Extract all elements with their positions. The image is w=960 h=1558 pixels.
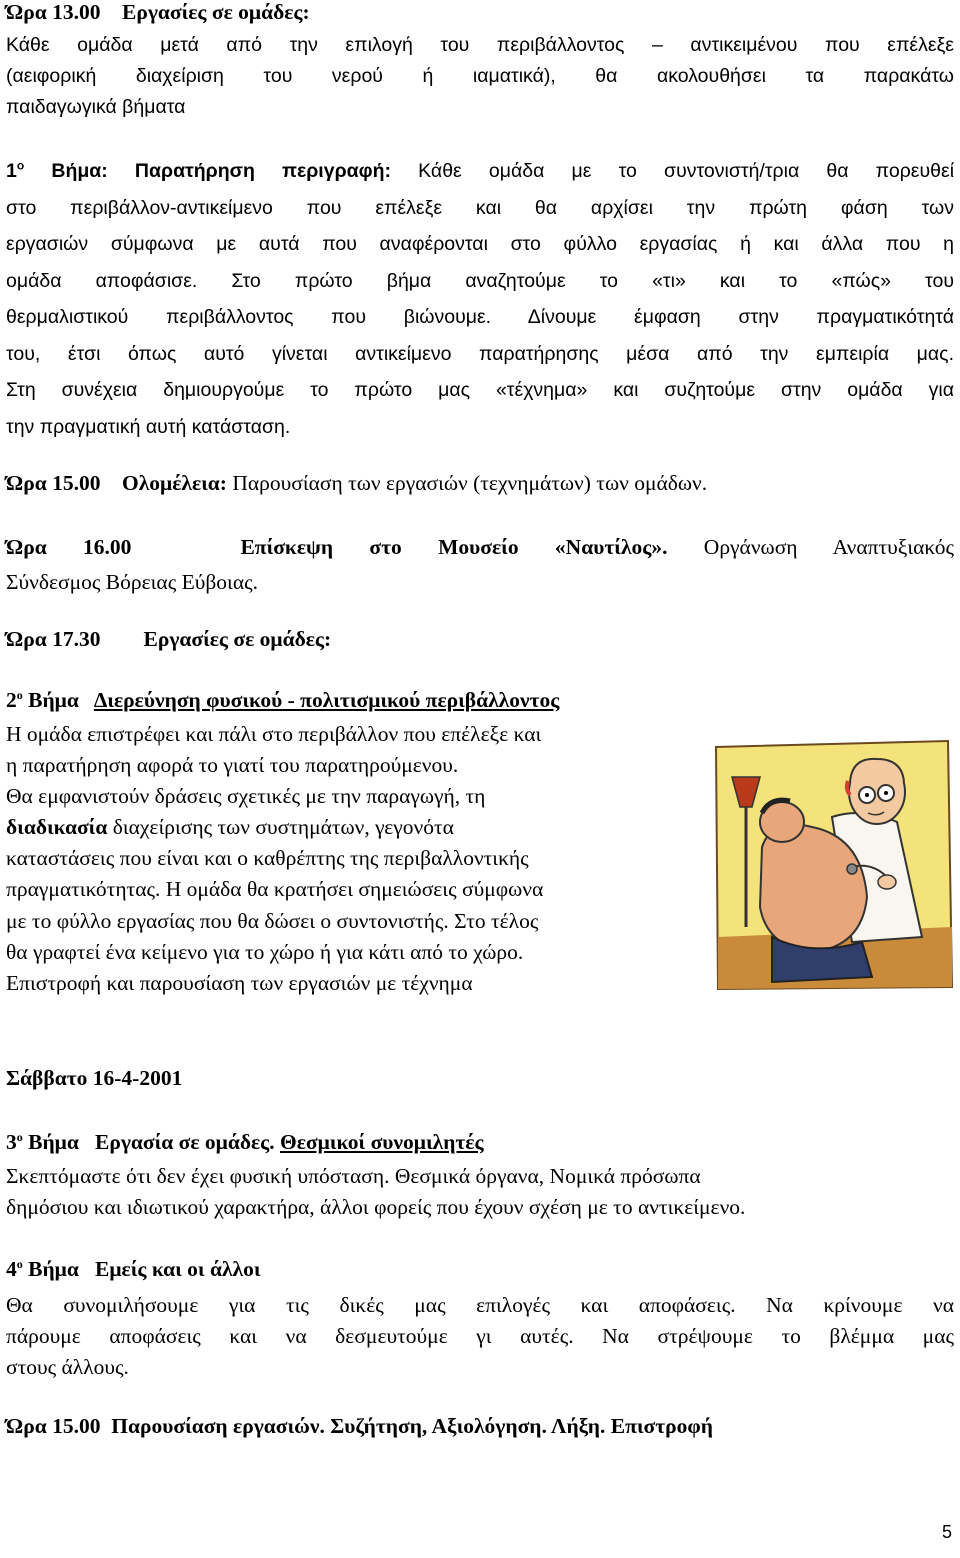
- paragraph-line: Επιστροφή και παρουσίαση των εργασιών με τέχνημα: [6, 970, 473, 995]
- intro-paragraph: [6, 30, 954, 123]
- paragraph-line: με το φύλλο εργασίας που θα δώσει ο συντονιστής. Στο τέλος: [6, 908, 539, 933]
- step-word: Βήμα: [28, 1257, 79, 1281]
- time-label: Ώρα 13.00: [6, 0, 101, 24]
- section-title: Εργασίες σε ομάδες:: [143, 627, 332, 651]
- paragraph-line: παιδαγωγικά βήματα: [6, 96, 186, 118]
- step-heading: Βήμα: Παρατήρηση περιγραφή:: [51, 160, 391, 182]
- step-number: 4: [6, 1257, 17, 1281]
- step-title: Εμείς και οι άλλοι: [95, 1257, 261, 1281]
- step-title: Διερεύνηση φυσικού - πολιτισμικού περιβάλλοντος: [93, 688, 560, 712]
- step-2-heading: [6, 688, 954, 713]
- step-number: 3: [6, 1130, 17, 1154]
- paragraph-line: δημόσιου και ιδιωτικού χαρακτήρα, άλλοι φορείς που έχουν σχέση με το αντικείμενο.: [6, 1195, 746, 1219]
- section-final: [6, 1414, 954, 1439]
- step-1-paragraph: [6, 153, 954, 445]
- day-label: Σάββατο 16-4-2001: [6, 1066, 183, 1090]
- ordinal-superscript: ο: [16, 1256, 23, 1271]
- paragraph-line: η παρατήρηση αφορά το γιατί του παρατηρούμενου.: [6, 753, 459, 778]
- time-label: Ώρα 17.30: [6, 627, 101, 651]
- paragraph-line: εργασιών σύμφωνα με αυτά που αναφέρονται στο φύλλο εργασίας ή και άλλα που η: [6, 233, 954, 255]
- time-label: Ώρα 15.00: [6, 1414, 101, 1438]
- paragraph-line: Κάθε ομάδα με το συντονιστή/τρια θα πορευθεί: [418, 160, 955, 182]
- paragraph-line: πάρουμε αποφάσεις και να δεσμευτούμε γι αυτές. Να στρέψουμε το βλέμμα μας: [6, 1324, 954, 1348]
- section-text: Παρουσίαση των εργασιών (τεχνημάτων) των ομάδων.: [232, 471, 708, 495]
- paragraph-line: στο περιβάλλον-αντικείμενο που επέλεξε και θα αρχίσει την πρώτη φάση των: [6, 196, 954, 219]
- step-number: 2: [6, 688, 17, 712]
- step-number: 1: [6, 160, 17, 182]
- step-title: Εργασία σε ομάδες.: [95, 1130, 275, 1154]
- step-title-underlined: Θεσμικοί συνομιλητές: [280, 1130, 484, 1154]
- paragraph-line: την πραγματική αυτή κατάσταση.: [6, 415, 291, 438]
- step-word: Βήμα: [28, 1130, 79, 1154]
- page-number: 5: [941, 1522, 952, 1542]
- step-word: Βήμα: [28, 688, 79, 712]
- paragraph-line: καταστάσεις που είναι και ο καθρέπτης της περιβαλλοντικής: [6, 846, 529, 871]
- section-label: Ολομέλεια:: [121, 471, 227, 495]
- section-heading: [6, 0, 954, 25]
- paragraph-line-with-bold: [6, 812, 696, 843]
- paragraph-line: Θα εμφανιστούν δράσεις σχετικές με την παραγωγή, τη: [6, 784, 486, 809]
- paragraph-line: Θα συνομιλήσουμε για τις δικές μας επιλογές και αποφάσεις. Να κρίνουμε να: [6, 1293, 954, 1317]
- paragraph-line: (αειφορική διαχείριση του νερού ή ιαματικά), θα ακολουθήσει τα παρακάτω: [6, 65, 954, 87]
- section-text: Οργάνωση Αναπτυξιακός: [703, 535, 954, 559]
- step-1-first-line: [6, 153, 954, 190]
- paragraph-line: Σκεπτόμαστε ότι δεν έχει φυσική υπόσταση. Θεσμικά όργανα, Νομικά πρόσωπα: [6, 1164, 701, 1188]
- ordinal-superscript: ο: [16, 687, 23, 702]
- step-2-paragraph: [6, 719, 696, 999]
- paragraph-line: ομάδα αποφάσισε. Στο πρώτο βήμα αναζητούμε το «τι» και το «πώς» του: [6, 269, 954, 292]
- paragraph-line: Στη συνέχεια δημιουργούμε το πρώτο μας «τέχνημα» και συζητούμε στην ομάδα για: [6, 379, 954, 401]
- cartoon-illustration: [712, 737, 955, 992]
- section-1600: [6, 530, 954, 600]
- ordinal-superscript: ο: [16, 1129, 23, 1144]
- step-3-heading: [6, 1130, 954, 1155]
- section-label: Επίσκεψη στο Μουσείο «Ναυτίλος».: [240, 535, 668, 559]
- paragraph-line: στους άλλους.: [6, 1355, 129, 1379]
- step-3-paragraph: [6, 1161, 954, 1223]
- paragraph-line: θα γραφτεί ένα κείμενο για το χώρο ή για κάτι από το χώρο.: [6, 939, 524, 964]
- time-label: Ώρα 15.00: [6, 471, 101, 495]
- doctor-patient-cartoon: [712, 737, 955, 992]
- paragraph-line: του, έτσι όπως αυτό γίνεται αντικείμενο παρατήρησης μέσα από την εμπειρία μας.: [6, 342, 954, 365]
- paragraph-text: διαχείρισης των συστημάτων, γεγονότα: [112, 815, 454, 840]
- paragraph-line: πραγματικότητας. Η ομάδα θα κρατήσει σημειώσεις σύμφωνα: [6, 877, 544, 902]
- bold-word: διαδικασία: [6, 815, 108, 840]
- step-4-heading: [6, 1257, 954, 1282]
- section-text: Παρουσίαση εργασιών. Συζήτηση, Αξιολόγηση. Λήξη. Επιστροφή: [111, 1414, 714, 1438]
- day-heading: [6, 1066, 954, 1091]
- ordinal-superscript: ο: [16, 158, 25, 173]
- section-first-line: [6, 530, 954, 565]
- time-label: Ώρα 16.00: [6, 535, 132, 559]
- section-title: Εργασίες σε ομάδες:: [121, 0, 310, 24]
- section-1730: [6, 627, 954, 652]
- step-4-paragraph: [6, 1290, 954, 1383]
- section-1500: [6, 471, 954, 496]
- paragraph-line: Κάθε ομάδα μετά από την επιλογή του περιβάλλοντος – αντικειμένου που επέλεξε: [6, 34, 954, 56]
- paragraph-line: θερμαλιστικού περιβάλλοντος που βιώνουμε. Δίνουμε έμφαση στην πραγματικότητά: [6, 306, 954, 328]
- section-text-line: Σύνδεσμος Βόρειας Εύβοιας.: [6, 570, 258, 594]
- section-1300: [6, 0, 954, 25]
- paragraph-line: Η ομάδα επιστρέφει και πάλι στο περιβάλλον που επέλεξε και: [6, 722, 542, 746]
